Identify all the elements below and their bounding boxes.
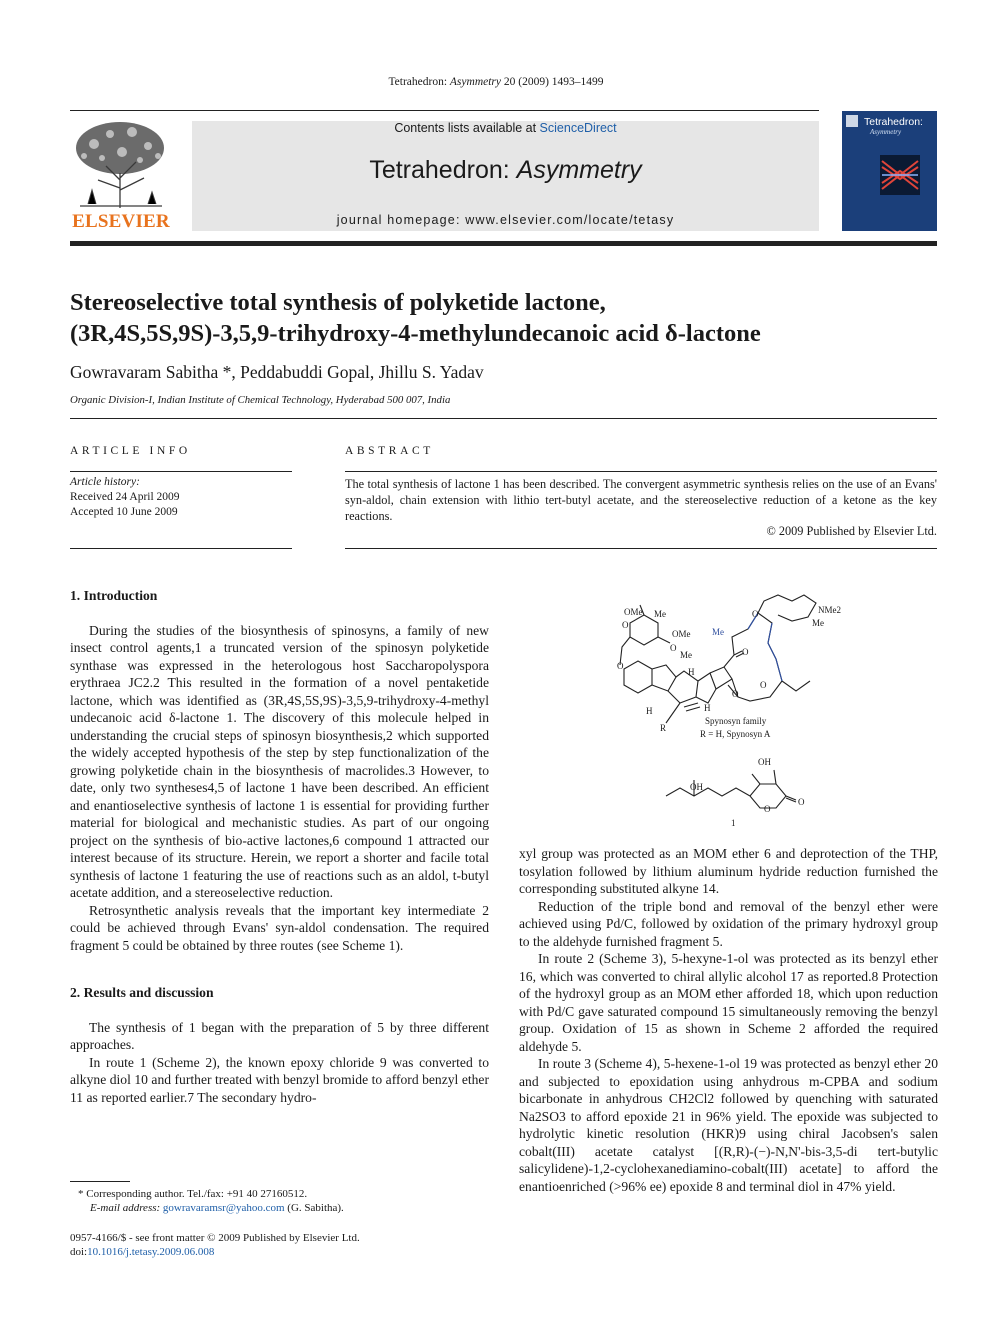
author-affiliation: Organic Division-I, Indian Institute of Chemical Technology, Hyderabad 500 007, India: [70, 394, 451, 406]
email-suffix: (G. Sabitha).: [284, 1202, 344, 1214]
corresponding-author-note: * Corresponding author. Tel./fax: +91 40 27160512.: [78, 1188, 308, 1200]
label-h-3: H: [704, 703, 711, 713]
label-o-3: O: [617, 661, 624, 671]
results-heading: 2. Results and discussion: [70, 985, 214, 1000]
journal-homepage[interactable]: journal homepage: www.elsevier.com/locate/tetasy: [336, 213, 675, 227]
article-history: [70, 475, 180, 520]
label-o-1: O: [622, 620, 629, 630]
caption-spynosyn-a: R = H, Spynosyn A: [700, 729, 771, 739]
journal-citation: [0, 76, 992, 88]
publisher-wordmark[interactable]: ELSEVIER: [72, 211, 170, 232]
header-top-rule: [70, 110, 819, 111]
caption-spynosyn-family: Spynosyn family: [705, 716, 767, 726]
journal-name-italic: Asymmetry: [516, 156, 642, 184]
sciencedirect-link[interactable]: ScienceDirect: [539, 121, 617, 135]
label-oh-1: OH: [690, 782, 703, 792]
contents-line: [192, 121, 819, 135]
label-nme2: NMe2: [818, 605, 841, 615]
journal-name: [192, 156, 819, 185]
elsevier-tree-logo[interactable]: [70, 118, 172, 210]
doi-line: [70, 1245, 360, 1259]
title-line-1: Stereoselective total synthesis of polyketide lactone,: [70, 289, 606, 316]
left-column: [70, 587, 489, 1106]
introduction-heading: 1. Introduction: [70, 588, 158, 603]
article-info-bottom-rule: [70, 548, 292, 549]
doi-link[interactable]: 10.1016/j.tetasy.2009.06.008: [87, 1246, 215, 1258]
abstract-bottom-rule: [345, 548, 937, 549]
right-paragraph-2: Reduction of the triple bond and removal of the benzyl ether were achieved using Pd/C, followed by oxidation of the primary hydroxyl group to the aldehyde furnished fragment 5.: [519, 898, 938, 949]
label-r: R: [660, 723, 667, 733]
label-ome-2: OMe: [672, 629, 691, 639]
lactone-1-structure: [600, 750, 860, 830]
label-oh-2: OH: [758, 757, 771, 767]
citation-journal: Asymmetry: [449, 76, 501, 88]
cover-badge-icon: [846, 115, 858, 127]
label-h-2: H: [688, 667, 695, 677]
email-label: E-mail address:: [90, 1202, 163, 1214]
footnote-rule: [70, 1181, 130, 1182]
publication-info: [70, 1231, 360, 1259]
journal-name-main: Tetrahedron:: [369, 156, 517, 184]
label-h-1: H: [646, 706, 653, 716]
cover-subtitle: Asymmetry: [870, 128, 902, 136]
chemical-structures-figure: [600, 585, 860, 830]
citation-suffix: 20 (2009) 1493–1499: [501, 76, 604, 88]
citation-prefix: Tetrahedron:: [388, 76, 450, 88]
label-o-6: O: [760, 680, 767, 690]
cover-title: Tetrahedron:: [864, 116, 923, 128]
author-list: Gowravaram Sabitha *, Peddabuddi Gopal, Jhillu S. Yadav: [70, 362, 484, 382]
abstract-copyright: © 2009 Published by Elsevier Ltd.: [766, 524, 937, 538]
journal-cover-image[interactable]: [842, 111, 937, 231]
history-label: Article history:: [70, 476, 140, 488]
label-o-carbonyl: O: [798, 797, 805, 807]
label-o-5: O: [732, 689, 739, 699]
label-me-1: Me: [654, 609, 666, 619]
label-o-2: O: [670, 643, 677, 653]
results-paragraph-1: The synthesis of 1 began with the preparation of 5 by three different approaches.: [70, 1019, 489, 1052]
article-title: [70, 287, 930, 349]
label-o-4: O: [742, 647, 749, 657]
contents-prefix: Contents lists available at: [394, 121, 540, 135]
accepted-date: Accepted 10 June 2009: [70, 506, 178, 518]
results-paragraph-2: In route 1 (Scheme 2), the known epoxy chloride 9 was converted to alkyne diol 10 and further treated with benzyl bromide to afford benzyl ether 11 as reported earlier.7 The secondary hydro-: [70, 1054, 489, 1105]
article-info-rule: [70, 471, 292, 472]
right-paragraph-1: xyl group was protected as an MOM ether 6 and deprotection of the THP, tosylation followed by lithium aluminum hydride reduction furnished the corresponding substituted alkyne 14.: [519, 846, 938, 896]
title-divider: [70, 418, 937, 419]
issn-line: 0957-4166/$ - see front matter © 2009 Published by Elsevier Ltd.: [70, 1232, 360, 1244]
label-me-3: Me: [812, 618, 824, 628]
right-paragraph-4: In route 3 (Scheme 4), 5-hexene-1-ol 19 was protected as benzyl ether 20 and subjected to epoxidation using anhydrous m-CPBA and sodium bicarbonate in anhydrous CH2Cl2 followed by quenching with saturated Na2SO3 to afford epoxide 21 in 96% yield. The epoxide was subjected to hydrolytic kinetic resolution (HKR)9 using chiral Jacobsen's salen cobalt(III) acetate catalyst [(R,R)-(−)-N,N'-bis-3,5-di tert-butylic salicylidene)-1,2-cyclohexanediamino-cobalt(III) acetate] to afford the enantioenriched (>96% ee) epoxide 8 and terminal diol in 47% yield.: [519, 1056, 938, 1194]
abstract-heading: ABSTRACT: [345, 445, 434, 457]
intro-paragraph-2: Retrosynthetic analysis reveals that the important key intermediate 2 could be achieved through Evans' syn-aldol condensation. The required fragment 5 could be obtained by three routes (see Scheme 1).: [70, 902, 489, 953]
label-me-blue: Me: [712, 627, 724, 637]
label-o-ring: O: [764, 804, 771, 814]
email-line: [78, 1201, 344, 1215]
label-ome-1: OMe: [624, 607, 643, 617]
title-line-2: (3R,4S,5S,9S)-3,5,9-trihydroxy-4-methylundecanoic acid δ-lactone: [70, 320, 761, 347]
compound-1-label: 1: [731, 818, 736, 828]
intro-paragraph-1: During the studies of the biosynthesis of spinosyns, a family of new insect control agents,1 a truncated version of the spinosyn polyketide synthase was expressed in the heterologous host Saccharopolyspora erythraea JC2.2 This resulted in the formation of a novel pentaketide lactone, which was identified as (3R,4S,5S,9S)-3,5,9-trihydroxy-4-methyl undecanoic acid δ-lactone 1. The discovery of this molecule helped in understanding the crucial steps of spinosyn biosynthesis,2 which supported the widely accepted hypothesis of the step by step functionalization of the growing polyketide chain in the biosynthesis of macrolides.3 However, to date, only two syntheses4,5 of lactone 1 have been described. An efficient and enantioselective synthesis of lactone 1 is essential for providing further material for biological and mechanistic studies. As part of our ongoing project on the synthesis of bio-active lactones,6 compound 1 attracted our interest because of its structure. Herein, we report a shorter and facile total synthesis of lactone 1 featuring the use of reactions such as an aldol, t-butyl acetate addition, and a stereoselective reduction.: [70, 622, 489, 900]
cover-art-icon: [880, 155, 920, 195]
label-o-7: O: [752, 609, 759, 619]
header-thick-rule: [70, 241, 937, 246]
received-date: Received 24 April 2009: [70, 491, 180, 503]
right-paragraph-3: In route 2 (Scheme 3), 5-hexyne-1-ol was protected as its benzyl ether 16, which was converted to chiral allylic alcohol 17 as reported.8 Protection of the hydroxyl group as an MOM ether afforded 18, which upon reduction with Pd/C gave saturated compound 15 simultaneously removing the benzyl group. Oxidation of 15 as shown in Scheme 2 afforded the required aldehyde 5.: [519, 951, 938, 1054]
right-column: [519, 845, 938, 1195]
abstract-text: The total synthesis of lactone 1 has been described. The convergent asymmetric synthesis relies on the use of an Evans' syn-aldol, chain extension with lithio tert-butyl acetate, and the stereoselective reduction of a ketone as the key reactions.: [345, 477, 937, 523]
doi-prefix: doi:: [70, 1246, 88, 1258]
footnotes: [78, 1187, 344, 1215]
label-me-2: Me: [680, 650, 692, 660]
article-info-heading: ARTICLE INFO: [70, 445, 191, 457]
author-email-link[interactable]: gowravaramsr@yahoo.com: [162, 1202, 285, 1214]
abstract-rule: [345, 471, 937, 472]
